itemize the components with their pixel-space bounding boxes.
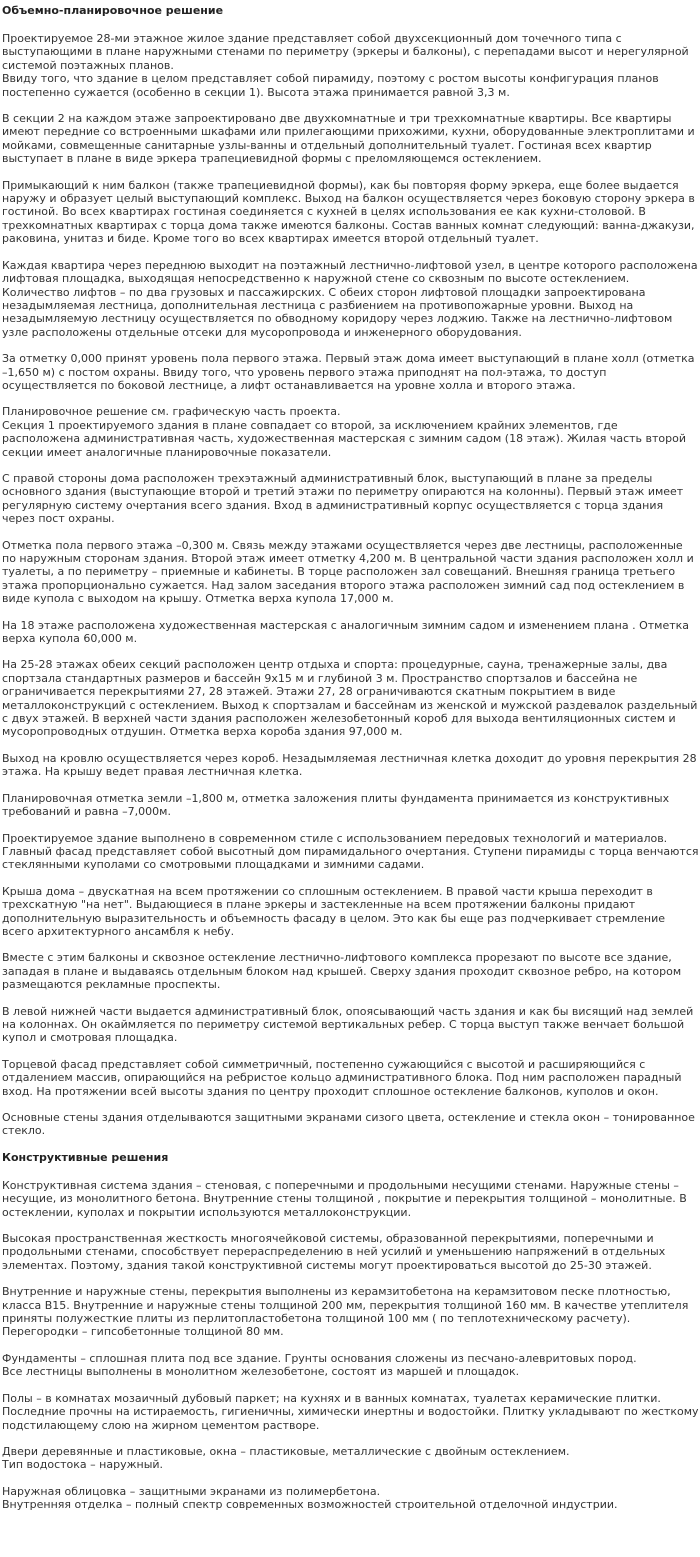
paragraph: На 18 этаже расположена художественная мастерская с аналогичным зимним садом и изменением плана . Отметка верха купола 60,000 м. [2,618,690,646]
paragraph: Основные стены здания отделываются защитными экранами сизого цвета, остекление и стекла окон – тонированное стекло. [2,1111,695,1138]
paragraph: На 25-28 этажах обеих секций расположен центр отдыха и спорта: процедурные, сауна, тренажерные залы, два спортзала стандартных размеров и бассейн 9х15 м и глубиной 3 м. Пространство спортзалов и бассейна не ограничивается перекрытиями 27, 28 этажей. Этажи 27, 28 ограничиваются скатным покрытием в виде металлоконструкций с остеклением. Выход к спортзалам и бассейнам из женской и мужской раздевалок раздельный с двух этажей. В верхней части здания расположен железобетонный короб для выхода вентиляционных систем и мусоропроводных отдушин. Отметка верха короба здания 97,000 м. [2,658,698,739]
paragraph: Вместе с этим балконы и сквозное остекление лестнично-лифтового комплекса прорезают по высоте все здание, западая в плане и выдаваясь отдельным блоком над крышей. Сверху здания проходит сквозное ребро, на котором размещаются рекламные проспекты. [2,951,682,992]
paragraph: Каждая квартира через переднюю выходит на поэтажный лестнично-лифтовой узел, в центре которого расположена лифтовая площадка, выходящая непосредственно к наружной стене со сквозным по высоте остеклением. Количество лифтов – по два грузовых и пассажирских. С обеих сторон лифтовой площадки запроектирована незадымляемая лестница, дополнительная лестница с разбиением на противопожарные уровни. Выход на незадымляемую лестницу осуществляется по обводному коридору через лоджию. Также на лестнично-лифтовом узле расположены отдельные отсеки для мусоропровода и инженерного оборудования. [2,258,698,339]
paragraph: Проектируемое здание выполнено в современном стиле с использованием передовых технологий и материалов. Главный фасад представляет собой высотный дом пирамидального очертания. Ступени пирамиды с торца венчаются стеклянными куполами со смотровыми площадками и зимними садами. [2,831,699,872]
paragraph: С правой стороны дома расположен трехэтажный административный блок, выступающий в плане за пределы основного здания (выступающие второй и третий этажи по периметру опираются на колонны). Первый этаж имеет регулярную систему очертания всего здания. Вход в административный корпус осуществляется с торца здания через пост охраны. [2,471,684,526]
paragraph: В секции 2 на каждом этаже запроектировано две двухкомнатные и три трехкомнатные квартиры. Все квартиры имеют передние со встроенными шкафами или прилегающими прихожими, кухни, оборудованные электроплитами и мойками, совмещенные санитарные узлы-ванны и отдельный дополнительный туалет. Гостиная всех квартир выступает в плане в виде эркера трапециевидной формы с преломляющемся остеклением. [2,112,695,166]
paragraph: Планировочное решение см. графическую часть проекта. Секция 1 проектируемого здания в плане совпадает со второй, за исключением крайних элементов, где расположена административная часть, художественная мастерская с зимним садом (18 этаж). Жилая часть второй секции имеет аналогичные планировочные показатели. [2,405,686,459]
section-heading: Объемно-планировочное решение [2,4,224,17]
paragraph: Наружная облицовка – защитными экранами из полимербетона. Внутренняя отделка – полный спектр современных возможностей строительной отделочной индустрии. [2,1484,618,1512]
section-heading: Конструктивные решения [2,1150,169,1164]
paragraph: Внутренние и наружные стены, перекрытия выполнены из керамзитобетона на керамзитовом песке плотностью, класса В15. Внутренние и наружные стены толщиной 200 мм, перекрытия толщиной 160 мм. В качестве утеплителя приняты полужесткие плиты из перлитопластобетона толщиной 100 мм ( по теплотехническому расчету). Перегородки – гипсобетонные толщиной 80 мм. [2,1285,689,1339]
section-structural [2,1151,699,1512]
paragraph: Проектируемое 28-ми этажное жилое здание представляет собой двухсекционный дом точечного типа с выступающими в плане наружными стенами по периметру (эркеры и балконы), с перепадами высот и нерегулярной системой поэтажных планов. Ввиду того, что здание в целом представляет собой пирамиду, поэтому с ростом высоты конфигурация планов постепенно сужается (особенно в секции 1). Высота этажа принимается равной 3,3 м. [2,32,689,99]
paragraph: Крыша дома – двускатная на всем протяжении со сплошным остеклением. В правой части крыша переходит в трехскатную "на нет". Выдающиеся в плане эркеры и застекленные на всем протяжении балконы придают дополнительную выразительность и объемность фасаду в целом. Это как бы еще раз подчеркивает стремление всего архитектурного ансамбля к небу. [2,884,666,938]
paragraph: Выход на кровлю осуществляется через короб. Незадымляемая лестничная клетка доходит до уровня перекрытия 28 этажа. На крышу ведет правая лестничная клетка. [2,751,697,779]
paragraph: Высокая пространственная жесткость многоячейковой системы, образованной перекрытиями, поперечными и продольными стенами, способствует перераспределению в ней усилий и уменьшению напряжений в отдельных элементах. Поэтому, здания такой конструктивной системы могут проектироваться высотой до 25-30 этажей. [2,1232,666,1272]
paragraph: В левой нижней части выдается административный блок, опоясывающий часть здания и как бы висящий над землей на колоннах. Он окаймляется по периметру системой вертикальных ребер. С торца выступ также венчает большой купол и смотровая площадка. [2,1004,694,1045]
paragraph: Полы – в комнатах мозаичный дубовый паркет; на кухнях и в ванных комнатах, туалетах керамические плитки. Последние прочны на истираемость, гигиеничны, химически инертны и водостойки. Плитку укладывают по жесткому подстилающему слою на жирном цементом растворе. [2,1391,699,1432]
paragraph: Примыкающий к ним балкон (также трапециевидной формы), как бы повторяя форму эркера, еще более выдается наружу и образует целый выступающий комплекс. Выход на балкон осуществляется через боковую сторону эркера в гостиной. Во всех квартирах гостиная соединяется с кухней в целях использования ее как кухни-столовой. В трехкомнатных квартирах с торца дома также имеются балконы. Состав ванных комнат следующий: ванна-джакузи, раковина, унитаз и биде. Кроме того во всех квартирах имеется второй отдельный туалет. [2,178,695,246]
paragraph: Конструктивная система здания – стеновая, с поперечными и продольными несущими стенами. Наружные стены – несущие, из монолитного бетона. Внутренние стены толщиной , покрытие и перекрытия толщиной – монолитные. В остеклении, куполах и покрытии используются металлоконструкции. [2,1178,687,1219]
paragraph: Фундаменты – сплошная плита под все здание. Грунты основания сложены из песчано-алевритовых пород. Все лестницы выполнены в монолитном железобетоне, состоят из маршей и площадок. [2,1351,637,1379]
paragraph: Двери деревянные и пластиковые, окна – пластиковые, металлические с двойным остеклением. Тип водостока – наружный. [2,1444,570,1472]
paragraph: Торцевой фасад представляет собой симметричный, постепенно сужающийся с высотой и расширяющийся с отдалением массив, опирающийся на ребристое кольцо административного блока. Под ним расположен парадный вход. На протяжении всей высоты здания по центру проходит сплошное остекление балконов, куполов и окон. [2,1057,682,1098]
paragraph: Отметка пола первого этажа –0,300 м. Связь между этажами осуществляется через две лестницы, расположенные по наружным сторонам здания. Второй этаж имеет отметку 4,200 м. В центральной части здания расположен холл и туалеты, а по периметру – приемные и кабинеты. В торце расположен зал совещаний. Внешняя граница третьего этажа пропорционально сужается. Над залом заседания второго этажа расположен зимний сад под остеклением в виде купола с выходом на крышу. Отметка верха купола 17,000 м. [2,538,694,606]
section-planning [2,4,699,1138]
paragraph: За отметку 0,000 принят уровень пола первого этажа. Первый этаж дома имеет выступающий в плане холл (отметка –1,650 м) с постом охраны. Ввиду того, что уровень первого этажа приподнят на пол-этажа, то доступ осуществляется по боковой лестнице, а лифт останавливается на уровне холла и второго этажа. [2,352,695,392]
paragraph: Планировочная отметка земли –1,800 м, отметка заложения плиты фундамента принимается из конструктивных требований и равна –7,000м. [2,791,670,819]
